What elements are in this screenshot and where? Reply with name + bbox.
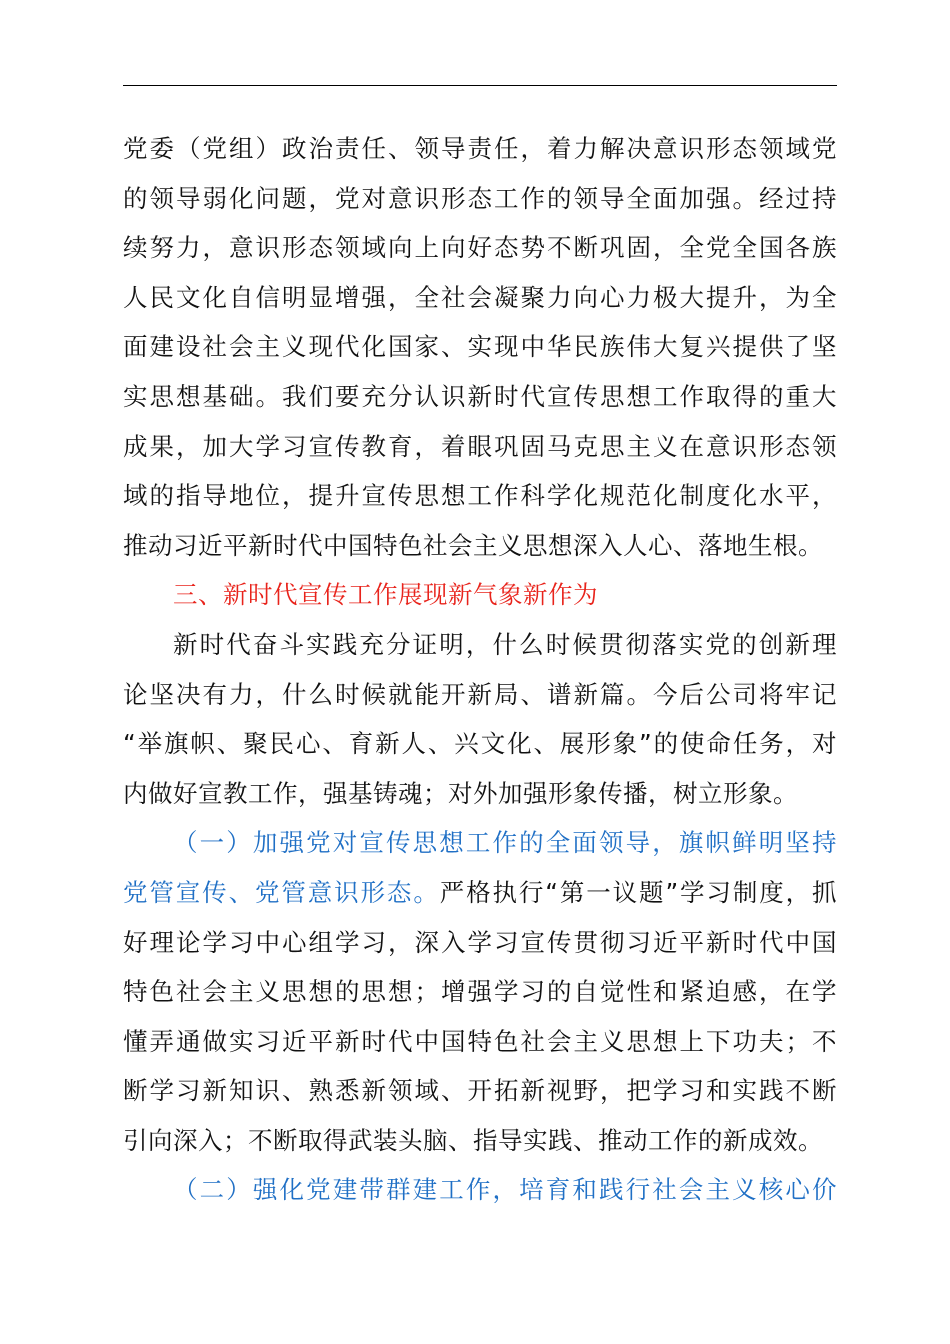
subsection-1-heading-end: 党管宣传、党管意识形态。 xyxy=(123,877,440,907)
text-line: “举旗帜、聚民心、育新人、兴文化、展形象”的使命任务，对 xyxy=(123,729,837,759)
text-line: 实思想基础。我们要充分认识新时代宣传思想工作取得的重大 xyxy=(123,381,837,411)
text-line: 内做好宣教工作，强基铸魂；对外加强形象传播，树立形象。 xyxy=(123,778,798,808)
header-rule xyxy=(123,85,837,86)
subsection-2-heading: （二）强化党建带群建工作，培育和践行社会主义核心价 xyxy=(173,1175,837,1205)
text-line: 引向深入；不断取得武装头脑、指导实践、推动工作的新成效。 xyxy=(123,1125,823,1155)
text-line: 面建设社会主义现代化国家、实现中华民族伟大复兴提供了坚 xyxy=(123,332,837,362)
subsection-2 xyxy=(123,1165,837,1215)
subsection-1-text: 严格执行“第一议题”学习制度，抓 xyxy=(439,877,837,907)
text-line: 党委（党组）政治责任、领导责任，着力解决意识形态领域党 xyxy=(123,134,837,163)
section-heading-3: 三、新时代宣传工作展现新气象新作为 xyxy=(173,580,598,610)
text-line: 断学习新知识、熟悉新领域、开拓新视野，把学习和实践不断 xyxy=(123,1076,837,1106)
text-line: 续努力，意识形态领域向上向好态势不断巩固，全党全国各族 xyxy=(123,233,837,263)
text-line: 好理论学习中心组学习，深入学习宣传贯彻习近平新时代中国 xyxy=(123,927,837,957)
text-line xyxy=(123,868,837,918)
text-line: 特色社会主义思想的思想；增强学习的自觉性和紧迫感，在学 xyxy=(123,977,837,1007)
text-line: 人民文化自信明显增强，全社会凝聚力向心力极大提升，为全 xyxy=(123,282,837,312)
text-line: 的领导弱化问题，党对意识形态工作的领导全面加强。经过持 xyxy=(123,183,837,213)
paragraph-new-era xyxy=(123,620,837,818)
text-line: 域的指导地位，提升宣传思想工作科学化规范化制度化水平， xyxy=(123,481,837,511)
paragraph-ideology-results xyxy=(123,124,837,570)
subsection-1 xyxy=(123,818,837,1165)
text-line: 论坚决有力，什么时候就能开新局、谱新篇。今后公司将牢记 xyxy=(123,679,837,709)
text-line: 懂弄通做实习近平新时代中国特色社会主义思想上下功夫；不 xyxy=(123,1026,837,1056)
subsection-1-heading: （一）加强党对宣传思想工作的全面领导，旗帜鲜明坚持 xyxy=(173,828,837,858)
document-body xyxy=(123,124,837,1215)
text-line: 推动习近平新时代中国特色社会主义思想深入人心、落地生根。 xyxy=(123,530,823,560)
text-line: 新时代奋斗实践充分证明，什么时候贯彻落实党的创新理 xyxy=(173,629,837,659)
text-line: 成果，加大学习宣传教育，着眼巩固马克思主义在意识形态领 xyxy=(123,431,837,461)
